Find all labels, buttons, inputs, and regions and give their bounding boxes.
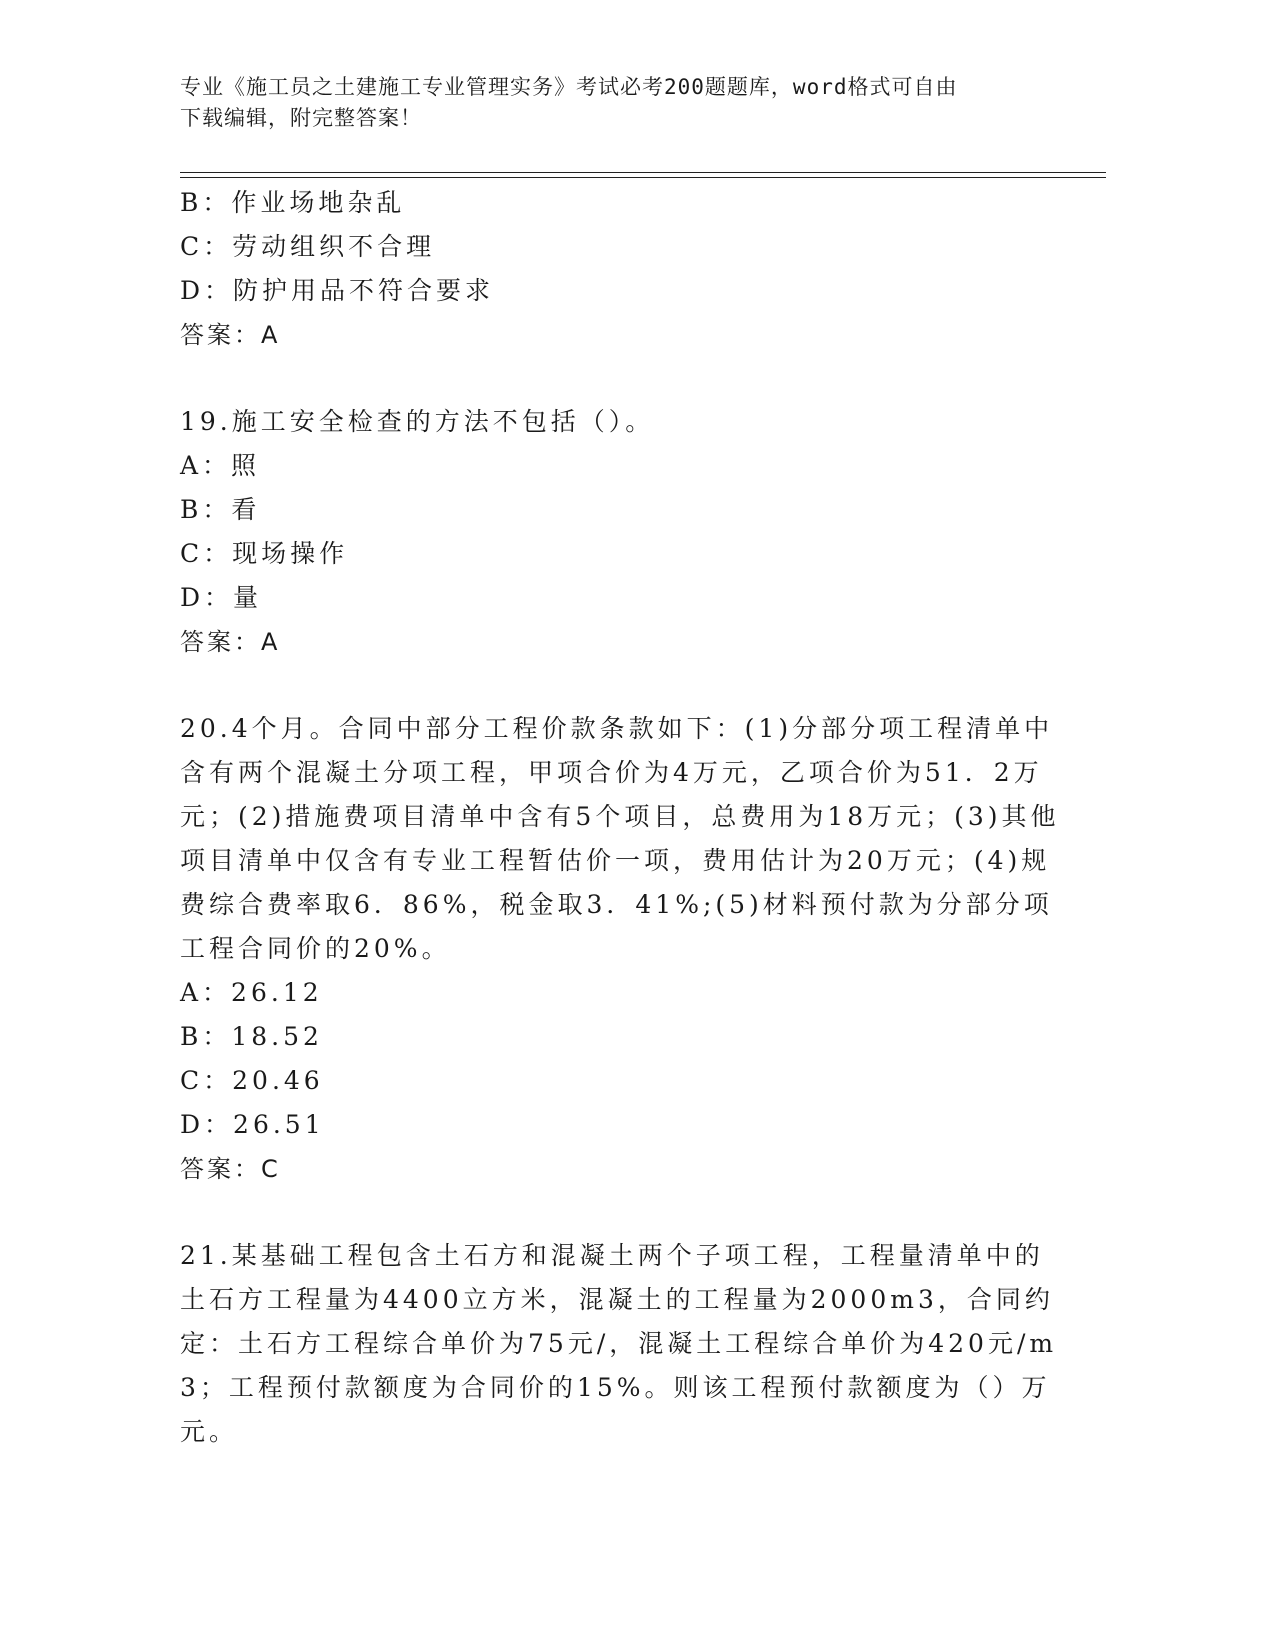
option-a: A：照 bbox=[180, 451, 261, 480]
option-b: B：作业场地杂乱 bbox=[180, 188, 406, 217]
answer-line: 答案：A bbox=[180, 321, 281, 349]
question-20-block bbox=[180, 707, 1060, 1191]
option-d: D：26.51 bbox=[180, 1110, 325, 1139]
question-21-block bbox=[180, 1234, 1060, 1454]
header-divider-bottom bbox=[180, 177, 1106, 178]
header-title-line-2: 下载编辑，附完整答案！ bbox=[180, 106, 422, 130]
question-list bbox=[180, 181, 1060, 1454]
option-d: D：防护用品不符合要求 bbox=[180, 276, 495, 305]
question-18-block bbox=[180, 181, 1060, 357]
question-19-block bbox=[180, 400, 1060, 664]
answer-line: 答案：C bbox=[180, 1155, 281, 1183]
question-text: 19.施工安全检查的方法不包括（）。 bbox=[180, 407, 655, 436]
header-divider-top bbox=[180, 172, 1106, 173]
question-text: 20.4个月。合同中部分工程价款条款如下：(1)分部分项工程清单中含有两个混凝土分项工程，甲项合价为4万元，乙项合价为51．2万元；(2)措施费项目清单中含有5个项目，总费用为18万元；(3)其他项目清单中仅含有专业工程暂估价一项，费用估计为20万元；(4)规费综合费率取6．86%，税金取3．41%;(5)材料预付款为分部分项工程合同价的20%。 bbox=[180, 714, 1060, 963]
option-c: C：劳动组织不合理 bbox=[180, 232, 436, 261]
spacer bbox=[180, 1191, 1060, 1234]
option-c: C：20.46 bbox=[180, 1066, 324, 1095]
option-b: B：看 bbox=[180, 495, 261, 524]
spacer bbox=[180, 357, 1060, 400]
header-title-line-1: 专业《施工员之土建施工专业管理实务》考试必考200题题库，word格式可自由 bbox=[180, 75, 958, 99]
option-d: D：量 bbox=[180, 583, 263, 612]
option-a: A：26.12 bbox=[180, 978, 323, 1007]
option-b: B：18.52 bbox=[180, 1022, 323, 1051]
answer-line: 答案：A bbox=[180, 628, 281, 656]
option-c: C：现场操作 bbox=[180, 539, 349, 568]
document-header bbox=[180, 72, 1060, 134]
spacer bbox=[180, 664, 1060, 707]
question-text: 21.某基础工程包含土石方和混凝土两个子项工程，工程量清单中的土石方工程量为4400立方米，混凝土的工程量为2000m3，合同约定：土石方工程综合单价为75元/，混凝土工程综合单价为420元/m3；工程预付款额度为合同价的15%。则该工程预付款额度为（）万元。 bbox=[180, 1241, 1058, 1446]
